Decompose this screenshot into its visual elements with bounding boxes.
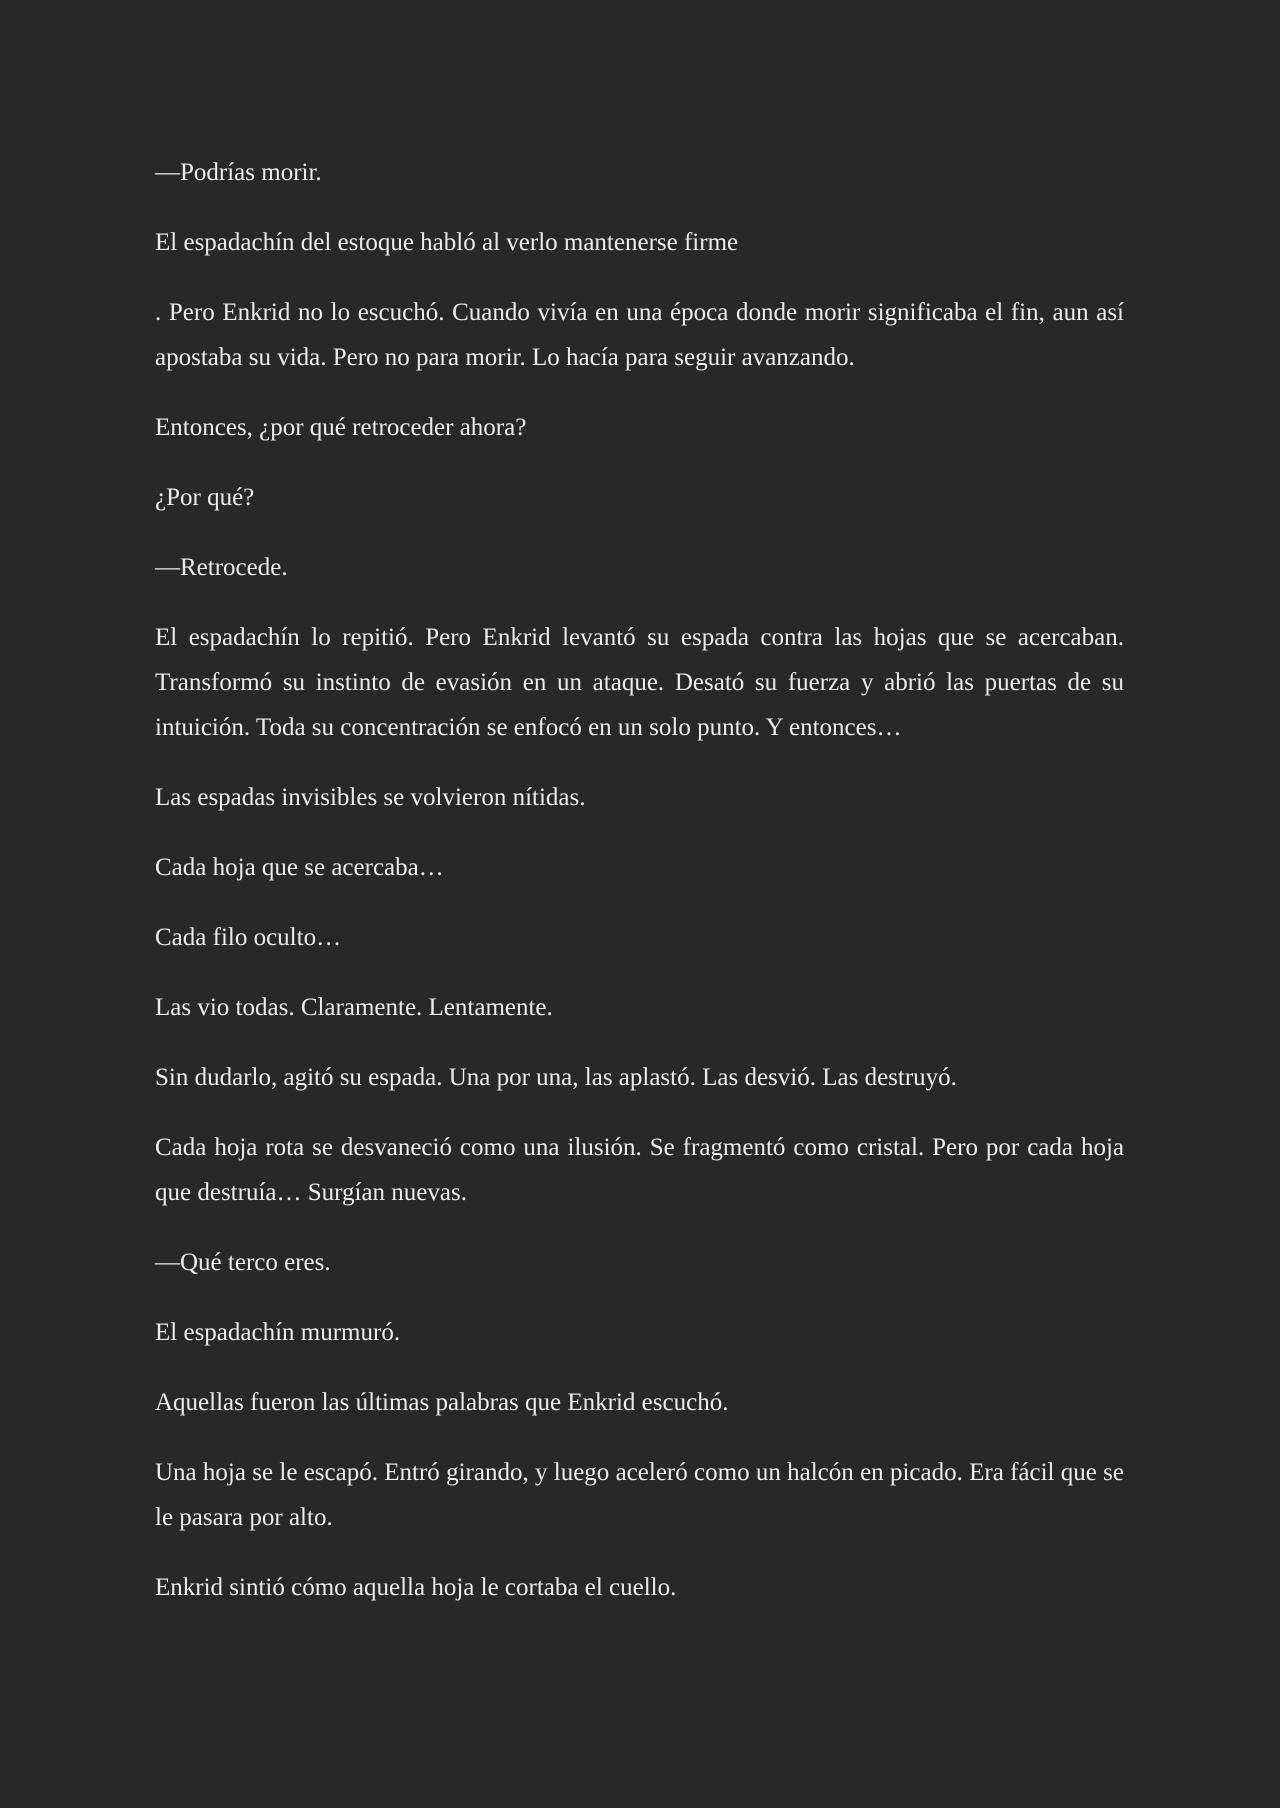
paragraph: —Retrocede.	[155, 554, 288, 581]
paragraph: Cada hoja rota se desvaneció como una ilusión. Se fragmentó como cristal. Pero por cada hoja que destruía… Surgían nuevas.	[155, 1134, 1124, 1206]
paragraph: Las vio todas. Claramente. Lentamente.	[155, 994, 553, 1021]
paragraph: Una hoja se le escapó. Entró girando, y luego aceleró como un halcón en picado. Era fácil que se le pasara por alto.	[155, 1459, 1124, 1531]
paragraph: Aquellas fueron las últimas palabras que Enkrid escuchó.	[155, 1389, 729, 1416]
paragraph: Sin dudarlo, agitó su espada. Una por una, las aplastó. Las desvió. Las destruyó.	[155, 1064, 957, 1091]
paragraph: El espadachín lo repitió. Pero Enkrid levantó su espada contra las hojas que se acercaban. Transformó su instinto de evasión en un ataque. Desató su fuerza y abrió las puertas de su intuición. Toda su concentración se enfocó en un solo punto. Y entonces…	[155, 624, 1124, 741]
paragraph: Cada hoja que se acercaba…	[155, 854, 444, 881]
chapter-text	[155, 150, 1124, 1635]
paragraph: El espadachín del estoque habló al verlo mantenerse firme	[155, 229, 739, 256]
paragraph: Entonces, ¿por qué retroceder ahora?	[155, 414, 527, 441]
paragraph: . Pero Enkrid no lo escuchó. Cuando vivía en una época donde morir significaba el fin, aun así apostaba su vida. Pero no para morir. Lo hacía para seguir avanzando.	[155, 299, 1124, 371]
paragraph: —Qué terco eres.	[155, 1249, 331, 1276]
paragraph: Cada filo oculto…	[155, 924, 342, 951]
paragraph: ¿Por qué?	[155, 484, 255, 511]
paragraph: Enkrid sintió cómo aquella hoja le cortaba el cuello.	[155, 1574, 677, 1601]
paragraph: —Podrías morir.	[155, 159, 322, 186]
paragraph: El espadachín murmuró.	[155, 1319, 401, 1346]
paragraph: Las espadas invisibles se volvieron nítidas.	[155, 784, 586, 811]
